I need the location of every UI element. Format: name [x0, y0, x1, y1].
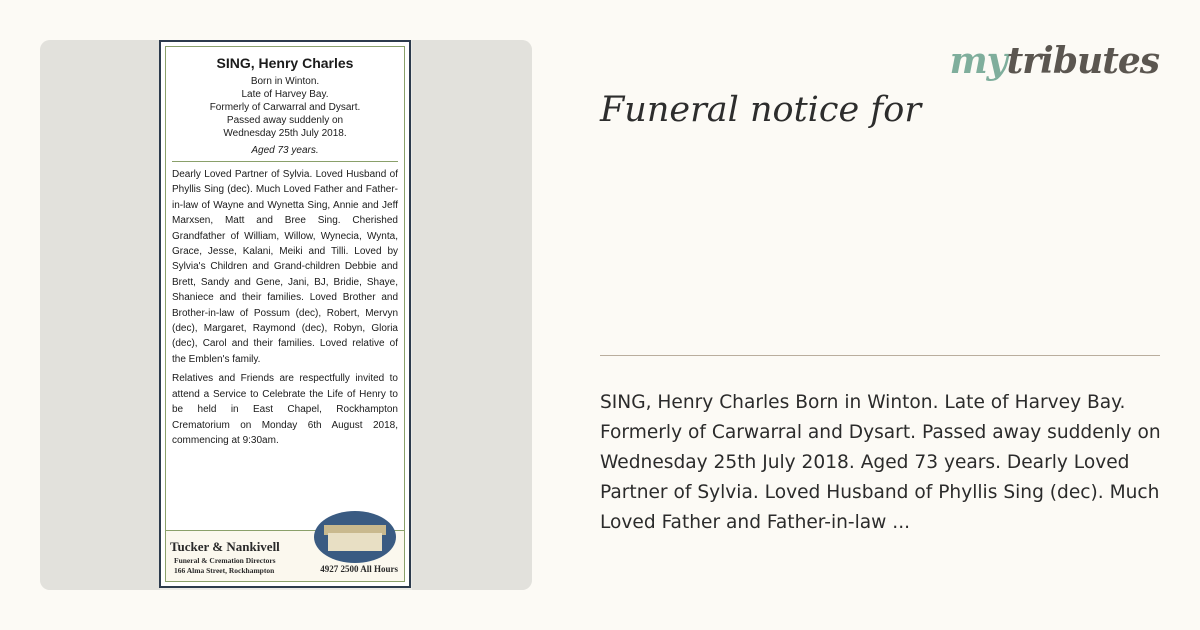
notice-line: Formerly of Carwarral and Dysart. [209, 102, 361, 113]
funeral-director-name: Tucker & Nankivell [170, 539, 280, 554]
chapel-emblem [314, 511, 396, 563]
notice-aged: Aged 73 years. [251, 145, 319, 156]
funeral-director-subtitle: Funeral & Cremation Directors [174, 556, 276, 565]
funeral-director-address: 166 Alma Street, Rockhampton [174, 566, 275, 575]
notice-line: Passed away suddenly on [226, 115, 344, 126]
notice-divider [172, 161, 398, 162]
notice-image-panel [40, 40, 532, 590]
notice-line: Wednesday 25th July 2018. [223, 128, 347, 139]
logo-part-tributes: tributes [1006, 40, 1159, 82]
notice-excerpt: SING, Henry Charles Born in Winton. Late of Harvey Bay. Formerly of Carwarral and Dysart. Passed away suddenly on Wednesday 25th July 2018. Aged 73 years. Dearly Loved Partner of Sylvia. Loved Husband of Phyllis Sing (dec). Much Loved Father and Father-in-law ... [600, 392, 1161, 533]
funeral-director-phone: 4927 2500 All Hours [320, 564, 398, 574]
notice-line: Born in Winton. [250, 76, 320, 87]
chapel-building [328, 533, 382, 551]
logo-part-my: my [949, 40, 1007, 82]
funeral-director-footer [166, 530, 404, 581]
section-divider [600, 355, 1160, 356]
page-title: Funeral notice for [600, 90, 922, 130]
notice-name: SING, Henry Charles [216, 55, 354, 71]
image-blur-right [412, 40, 532, 590]
notice-line: Late of Harvey Bay. [241, 89, 329, 100]
notice-paragraph-family: Dearly Loved Partner of Sylvia. Loved Husband of Phyllis Sing (dec). Much Loved Father and Father-in-law of Wayne and Wynetta Sing, Annie and Jeff Marxsen, Matt and Bree Sing. Cherished Grandfather of William, Willow, Wynecia, Wynta, Grace, Jesse, Kalani, Meiki and Tilli. Loved by Sylvia's Children and Grand-children Debbie and Brett, Sandy and Gene, Jani, BJ, Bridie, Shaye, Shaniece and their families. Loved Brother and Brother-in-law of Possum (dec), Robert, Mervyn (dec), Margaret, Raymond (dec), Robyn, Gloria (dec), Carol and their families. Loved relative of the Emblen's family. [172, 169, 398, 365]
notice-inner-frame [165, 46, 405, 582]
notice-paragraph-service: Relatives and Friends are respectfully invited to attend a Service to Celebrate the Life of Henry to be held in East Chapel, Rockhampton Crematorium on Monday 6th August 2018, commencing at 9:30am. [172, 373, 398, 446]
funeral-notice-image [159, 40, 411, 588]
mytributes-logo[interactable] [950, 40, 1159, 82]
image-blur-left [40, 40, 160, 590]
